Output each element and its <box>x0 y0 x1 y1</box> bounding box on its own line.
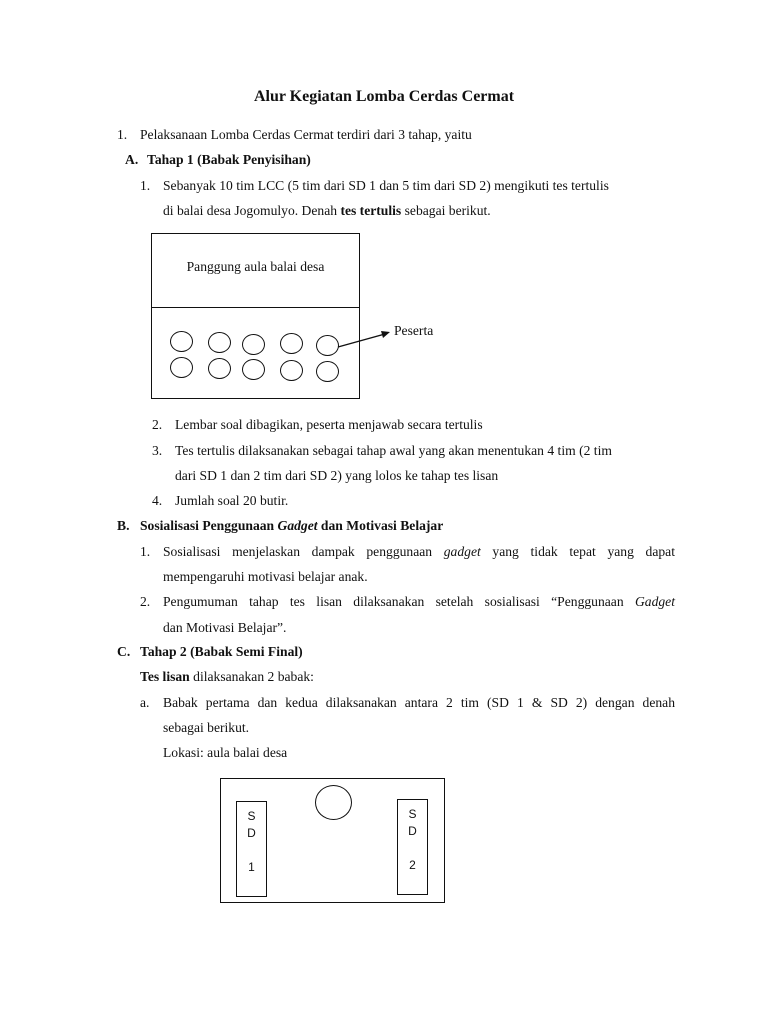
text-run: dan Motivasi Belajar <box>317 518 444 533</box>
participant-seat <box>242 334 265 355</box>
team-label-char: 1 <box>248 860 255 874</box>
team-label-char: D <box>408 824 417 838</box>
text-run: yang tidak tepat yang dapat <box>480 544 675 559</box>
team-label-sd1 <box>236 808 267 876</box>
list-number: 3. <box>152 443 163 458</box>
team-label-sd2 <box>397 806 428 874</box>
list-item-line: Tes tertulis dilaksanakan sebagai tahap awal yang akan menentukan 4 tim (2 tim <box>175 443 612 458</box>
moderator-circle <box>315 785 352 820</box>
team-label-char: D <box>247 826 256 840</box>
text-run: sebagai berikut. <box>401 203 491 218</box>
participant-seat <box>280 360 303 381</box>
list-item-line: Sebanyak 10 tim LCC (5 tim dari SD 1 dan 5 tim dari SD 2) mengikuti tes tertulis <box>163 178 609 193</box>
team-label-char: S <box>247 809 256 823</box>
participant-seat <box>170 357 193 378</box>
participant-seat <box>242 359 265 380</box>
team-label-char <box>236 842 267 859</box>
list-item-line: dari SD 1 dan 2 tim dari SD 2) yang lolos ke tahap tes lisan <box>175 468 499 483</box>
team-label-char <box>397 840 428 857</box>
team-label-char: 2 <box>409 858 416 872</box>
list-number: 1. <box>140 544 151 559</box>
list-number: 1. <box>117 127 128 142</box>
section-c-title: Tahap 2 (Babak Semi Final) <box>140 644 303 659</box>
item1-text: Pelaksanaan Lomba Cerdas Cermat terdiri dari 3 tahap, yaitu <box>140 127 472 142</box>
list-item-line <box>163 203 491 219</box>
list-item-line: Jumlah soal 20 butir. <box>175 493 289 508</box>
participant-seat <box>208 332 231 353</box>
list-number: 4. <box>152 493 163 508</box>
participant-seat <box>316 361 339 382</box>
list-item-line: Lembar soal dibagikan, peserta menjawab secara tertulis <box>175 417 483 432</box>
text-run: di balai desa Jogomulyo. Denah <box>163 203 341 218</box>
text-run-italic: Gadget <box>277 518 318 533</box>
text-run: Sosialisasi menjelaskan dampak penggunaan <box>163 544 444 559</box>
list-item-line <box>163 594 675 610</box>
list-number: 2. <box>140 594 151 609</box>
text-run-italic: Gadget <box>634 594 675 609</box>
participant-arrow-icon <box>330 325 394 353</box>
location-line: Lokasi: aula balai desa <box>163 745 288 760</box>
list-number: 1. <box>140 178 151 193</box>
list-item-line: dan Motivasi Belajar”. <box>163 620 287 635</box>
text-run-bold: tes tertulis <box>340 203 402 218</box>
text-run: Sosialisasi Penggunaan <box>140 518 278 533</box>
section-c-intro <box>140 669 314 685</box>
stage-divider <box>151 307 360 308</box>
list-item-line <box>163 544 675 560</box>
list-number: a. <box>140 695 150 710</box>
text-run: Pengumuman tahap tes lisan dilaksanakan setelah sosialisasi “Penggunaan <box>163 594 635 609</box>
section-b-title <box>140 518 443 534</box>
text-run-italic: gadget <box>443 544 481 559</box>
text-run: dilaksanakan 2 babak: <box>189 669 314 684</box>
page-title: Alur Kegiatan Lomba Cerdas Cermat <box>253 88 515 105</box>
participant-seat <box>280 333 303 354</box>
section-a-title: Tahap 1 (Babak Penyisihan) <box>147 152 311 167</box>
section-c-letter: C. <box>117 644 131 659</box>
participant-seat <box>170 331 193 352</box>
section-a-letter: A. <box>125 152 139 167</box>
list-number: 2. <box>152 417 163 432</box>
list-item-line: Babak pertama dan kedua dilaksanakan antara 2 tim (SD 1 & SD 2) dengan denah <box>163 695 675 710</box>
section-b-letter: B. <box>117 518 130 533</box>
text-run-bold: Tes lisan <box>140 669 190 684</box>
participant-seat <box>208 358 231 379</box>
list-item-line: mempengaruhi motivasi belajar anak. <box>163 569 368 584</box>
stage-label: Panggung aula balai desa <box>186 259 325 274</box>
team-label-char: S <box>408 807 417 821</box>
list-item-line: sebagai berikut. <box>163 720 250 735</box>
participants-label: Peserta <box>394 323 434 338</box>
